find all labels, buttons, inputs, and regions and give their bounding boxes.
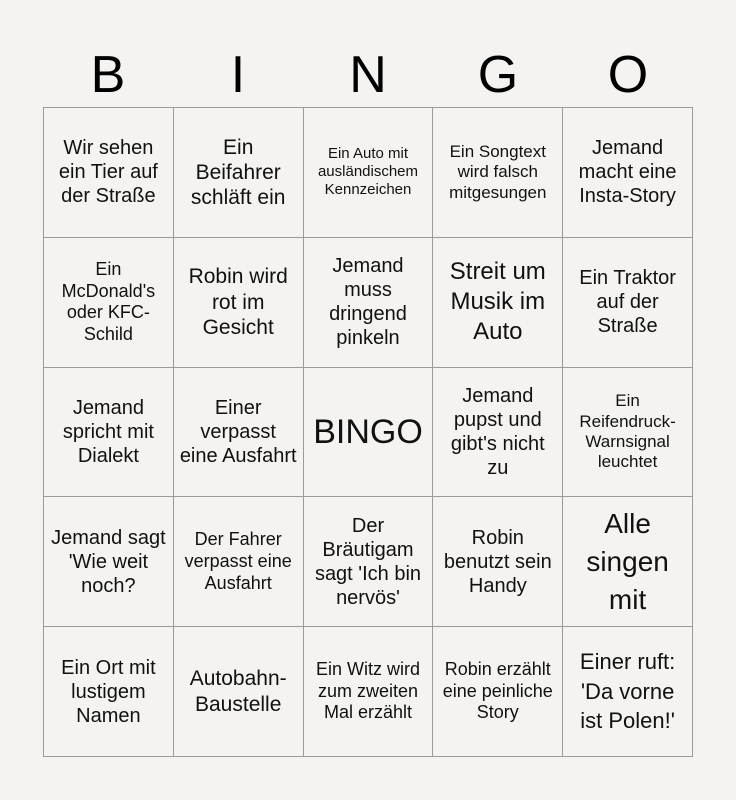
- bingo-cell[interactable]: Robin erzählt eine peinliche Story: [433, 627, 563, 757]
- bingo-cell[interactable]: Robin benutzt sein Handy: [433, 497, 563, 627]
- bingo-cell[interactable]: Ein Beifahrer schläft ein: [174, 108, 304, 238]
- header-letter-b: B: [90, 46, 126, 104]
- bingo-cell[interactable]: Wir sehen ein Tier auf der Straße: [44, 108, 174, 238]
- bingo-cell[interactable]: Ein Songtext wird falsch mitgesungen: [433, 108, 563, 238]
- header-letter-o: O: [607, 46, 649, 104]
- bingo-cell[interactable]: Ein Ort mit lustigem Namen: [44, 627, 174, 757]
- bingo-cell[interactable]: Der Fahrer verpasst eine Ausfahrt: [174, 497, 304, 627]
- bingo-cell[interactable]: Jemand pupst und gibt's nicht zu: [433, 368, 563, 498]
- bingo-cell[interactable]: Ein Witz wird zum zweiten Mal erzählt: [304, 627, 434, 757]
- bingo-cell[interactable]: Einer ruft: 'Da vorne ist Polen!': [563, 627, 693, 757]
- header-letter-n: N: [349, 46, 387, 104]
- bingo-cell[interactable]: Jemand macht eine Insta-Story: [563, 108, 693, 238]
- bingo-cell[interactable]: Jemand sagt 'Wie weit noch?: [44, 497, 174, 627]
- bingo-cell[interactable]: Robin wird rot im Gesicht: [174, 238, 304, 368]
- bingo-cell[interactable]: Alle singen mit: [563, 497, 693, 627]
- bingo-board: [43, 107, 693, 757]
- bingo-cell[interactable]: Einer verpasst eine Ausfahrt: [174, 368, 304, 498]
- bingo-cell[interactable]: Ein Reifendruck-Warnsignal leuchtet: [563, 368, 693, 498]
- bingo-cell[interactable]: Jemand muss dringend pinkeln: [304, 238, 434, 368]
- bingo-cell[interactable]: Streit um Musik im Auto: [433, 238, 563, 368]
- bingo-cell[interactable]: Ein Traktor auf der Straße: [563, 238, 693, 368]
- bingo-header: [43, 44, 693, 106]
- bingo-cell[interactable]: Ein McDonald's oder KFC-Schild: [44, 238, 174, 368]
- bingo-cell[interactable]: Ein Auto mit ausländischem Kennzeichen: [304, 108, 434, 238]
- header-letter-i: I: [230, 46, 246, 104]
- bingo-cell[interactable]: Jemand spricht mit Dialekt: [44, 368, 174, 498]
- bingo-cell[interactable]: Der Bräutigam sagt 'Ich bin nervös': [304, 497, 434, 627]
- bingo-free-cell[interactable]: BINGO: [304, 368, 434, 498]
- header-letter-g: G: [477, 46, 519, 104]
- bingo-cell[interactable]: Autobahn-Baustelle: [174, 627, 304, 757]
